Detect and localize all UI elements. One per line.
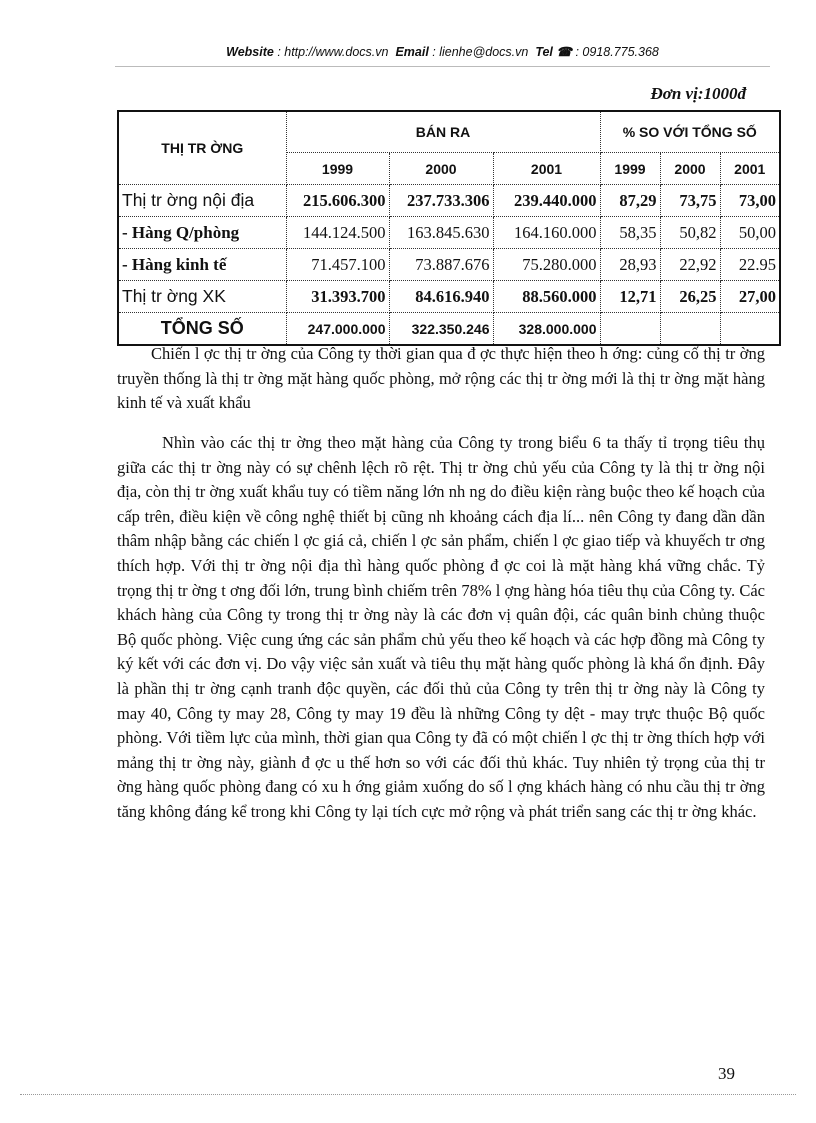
total-cell	[660, 313, 720, 346]
table-cell: 50,82	[660, 217, 720, 249]
table-cell: 144.124.500	[286, 217, 389, 249]
table-cell: 73,00	[720, 185, 780, 217]
table-cell: 87,29	[600, 185, 660, 217]
table-row	[118, 281, 780, 313]
table-cell: 84.616.940	[389, 281, 493, 313]
email-address[interactable]: : lienhe@docs.vn	[432, 45, 529, 59]
paragraph: Nhìn vào các thị tr ờng theo mặt hàng của Công ty trong biểu 6 ta thấy tỉ trọng tiêu thụ giữa các thị tr ờng này có sự chênh lệch rõ rệt. Thị tr ờng chủ yếu của Công ty là thị tr ờng nội địa, còn thị tr ờng xuất khẩu tuy có tiềm năng lớn nh ng do điều kiện ràng buộc theo kế hoạch của cấp trên, điều kiện về công nghệ thiết bị cũng nh khoảng cách địa lí... nên Công ty đang dần dần thâm nhập bằng các chiến l ợc giá cả, chiến l ợc sản phẩm, chiến l ợc giao tiếp và khuyếch tr ơng thích hợp. Với thị tr ờng nội địa thì hàng quốc phòng đ ợc coi là mặt hàng khá vững chắc. Tỷ trọng thị tr ờng t ơng đối lớn, trung bình chiếm trên 78% l ợng hàng hóa tiêu thụ của Công ty. Các khách hàng của Công ty trong thị tr ờng này là các đơn vị quân đội, các quân binh chủng thuộc Bộ quốc phòng. Việc cung ứng các sản phẩm chủ yếu theo kế hoạch và các hợp đồng mà Công ty ký kết với các đơn vị. Do vậy việc sản xuất và tiêu thụ mặt hàng quốc phòng là khá ổn định. Đây là phần thị tr ờng cạnh tranh độc quyền, các đối thủ của Công ty trên thị tr ờng này là Công ty may 40, Công ty may 28, Công ty may 19 đều là những Công ty dệt - may trực thuộc Bộ quốc phòng. Với tiềm lực của mình, thời gian qua Công ty đã có một chiến l ợc thị tr ờng thích hợp với mảng thị tr ờng này, giành đ ợc u thế hơn so với các đối thủ khác. Tuy nhiên tỷ trọng của thị tr ờng hàng quốc phòng đang có xu h ớng giảm xuống do số l ợng khách hàng có nhu cầu thị tr ờng tăng không đáng kể trong khi Công ty lại tích cực mở rộng và phát triển sang các thị tr ờng khác.	[117, 433, 765, 821]
year-header: 1999	[600, 153, 660, 185]
table-cell: 88.560.000	[493, 281, 600, 313]
table-cell: 28,93	[600, 249, 660, 281]
unit-label: Đơn vị:1000đ	[650, 84, 746, 103]
table-cell: 237.733.306	[389, 185, 493, 217]
row-label: - Hàng kinh tế	[118, 249, 286, 281]
total-cell	[720, 313, 780, 346]
table-cell: 22,92	[660, 249, 720, 281]
table-cell: 50,00	[720, 217, 780, 249]
total-cell: 322.350.246	[389, 313, 493, 346]
year-header: 1999	[286, 153, 389, 185]
table-cell: 239.440.000	[493, 185, 600, 217]
page-header	[115, 44, 770, 59]
table-row	[118, 249, 780, 281]
page-number: 39	[718, 1064, 735, 1083]
table-cell: 31.393.700	[286, 281, 389, 313]
table-cell: 163.845.630	[389, 217, 493, 249]
year-header: 2001	[720, 153, 780, 185]
col-header-market: THỊ TR ỜNG	[118, 111, 286, 185]
total-cell: 247.000.000	[286, 313, 389, 346]
total-label: TỔNG SỐ	[118, 313, 286, 346]
total-row	[118, 313, 780, 346]
table-cell: 75.280.000	[493, 249, 600, 281]
year-header: 2001	[493, 153, 600, 185]
paragraph: Chiến l ợc thị tr ờng của Công ty thời gian qua đ ợc thực hiện theo h ớng: củng cố thị tr ờng truyền thống là thị tr ờng mặt hàng quốc phòng, mở rộng các thị tr ờng mới là thị tr ờng mặt hàng kinh tế và xuất khẩu	[117, 344, 765, 413]
table-cell: 73.887.676	[389, 249, 493, 281]
tel-label: Tel ☎	[535, 45, 572, 59]
table-row	[118, 217, 780, 249]
row-label: Thị tr ờng nội địa	[118, 185, 286, 217]
website-url[interactable]: : http://www.docs.vn	[277, 45, 389, 59]
table-cell: 58,35	[600, 217, 660, 249]
group-header-percent: % SO VỚI TỔNG SỐ	[600, 111, 780, 153]
table-row	[118, 185, 780, 217]
market-table	[117, 110, 781, 346]
table-cell: 71.457.100	[286, 249, 389, 281]
website-label: Website	[226, 45, 274, 59]
footer-divider	[20, 1094, 796, 1095]
total-cell	[600, 313, 660, 346]
row-label: Thị tr ờng XK	[118, 281, 286, 313]
table-cell: 164.160.000	[493, 217, 600, 249]
email-label: Email	[395, 45, 429, 59]
year-header: 2000	[389, 153, 493, 185]
table-cell: 73,75	[660, 185, 720, 217]
group-header-sales: BÁN RA	[286, 111, 600, 153]
table-cell: 26,25	[660, 281, 720, 313]
table-cell: 12,71	[600, 281, 660, 313]
table-cell: 22.95	[720, 249, 780, 281]
table-cell: 27,00	[720, 281, 780, 313]
table-cell: 215.606.300	[286, 185, 389, 217]
total-cell: 328.000.000	[493, 313, 600, 346]
tel-number: : 0918.775.368	[575, 45, 659, 59]
header-divider	[115, 66, 770, 67]
row-label: - Hàng Q/phòng	[118, 217, 286, 249]
year-header: 2000	[660, 153, 720, 185]
